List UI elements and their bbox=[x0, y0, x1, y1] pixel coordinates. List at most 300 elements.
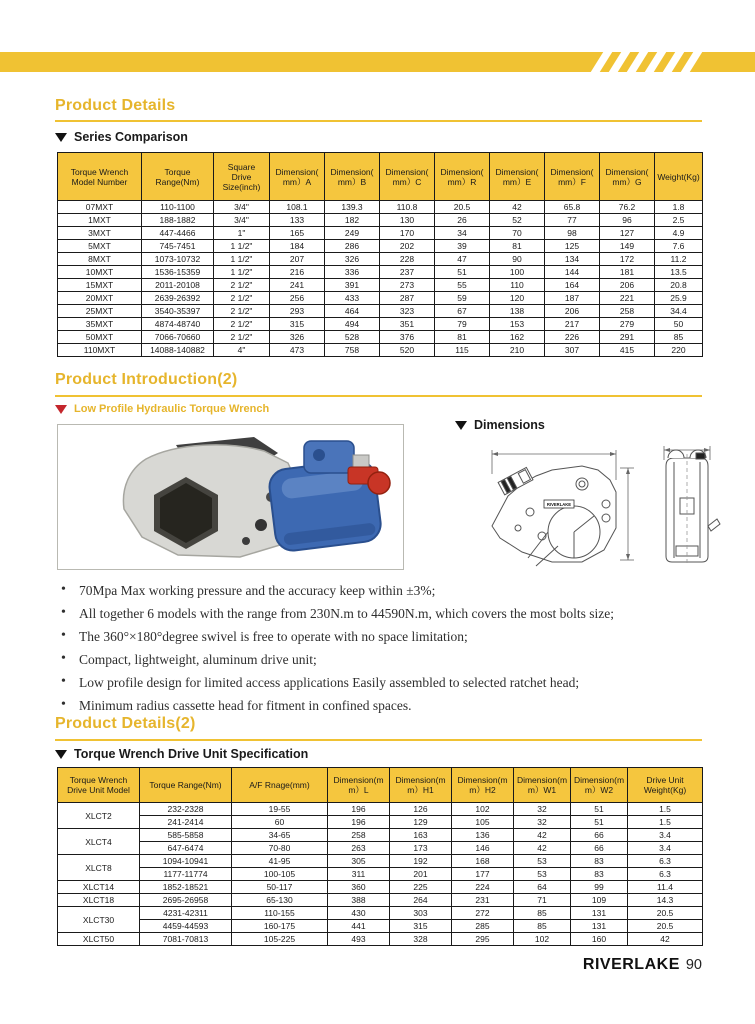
table-header-cell: Torque Wrench Model Number bbox=[58, 153, 142, 201]
table-cell: 415 bbox=[600, 344, 655, 357]
table-cell: 391 bbox=[325, 279, 380, 292]
table-cell: 231 bbox=[452, 894, 514, 907]
table-cell: 120 bbox=[490, 292, 545, 305]
table-cell: 34.4 bbox=[655, 305, 703, 318]
table-cell: 98 bbox=[545, 227, 600, 240]
table-cell: 3540-35397 bbox=[142, 305, 214, 318]
table-cell: 20.5 bbox=[435, 201, 490, 214]
subheading-label: Series Comparison bbox=[74, 130, 188, 144]
table-cell: 272 bbox=[452, 907, 514, 920]
table-cell: 85 bbox=[514, 907, 571, 920]
table-cell: 4231-42311 bbox=[140, 907, 232, 920]
table-cell: 1" bbox=[214, 227, 270, 240]
subheading-series-comparison bbox=[55, 130, 188, 144]
table-cell: 25MXT bbox=[58, 305, 142, 318]
table-cell: 2 1/2" bbox=[214, 305, 270, 318]
table-cell: 35MXT bbox=[58, 318, 142, 331]
table-cell: 42 bbox=[514, 842, 571, 855]
table-header-cell: Dimension( mm）G bbox=[600, 153, 655, 201]
table-row bbox=[58, 933, 703, 946]
table-row bbox=[58, 214, 703, 227]
table-cell: 217 bbox=[545, 318, 600, 331]
table-cell: 226 bbox=[545, 331, 600, 344]
table-cell: 464 bbox=[325, 305, 380, 318]
table-cell: 20.5 bbox=[628, 907, 703, 920]
subheading-drive-unit-spec bbox=[55, 747, 308, 761]
table-cell: 181 bbox=[600, 266, 655, 279]
table-row bbox=[58, 881, 703, 894]
table-cell: 134 bbox=[545, 253, 600, 266]
table-row bbox=[58, 855, 703, 868]
table-cell: 264 bbox=[390, 894, 452, 907]
table-cell: 202 bbox=[380, 240, 435, 253]
table-cell: XLCT50 bbox=[58, 933, 140, 946]
table-header-cell: Torque Range(Nm) bbox=[140, 768, 232, 803]
subheading-dimensions bbox=[455, 418, 545, 432]
table-cell: 14.3 bbox=[628, 894, 703, 907]
table-header-cell: Square Drive Size(inch) bbox=[214, 153, 270, 201]
table-cell: 2639-26392 bbox=[142, 292, 214, 305]
table-cell: 85 bbox=[655, 331, 703, 344]
drive-unit-spec-table bbox=[57, 767, 703, 946]
table-row bbox=[58, 344, 703, 357]
photo-bolt bbox=[255, 519, 267, 531]
table-cell: 144 bbox=[545, 266, 600, 279]
table-cell: 42 bbox=[490, 201, 545, 214]
table-cell: 326 bbox=[270, 331, 325, 344]
table-row bbox=[58, 240, 703, 253]
table-cell: 10MXT bbox=[58, 266, 142, 279]
table-cell: 279 bbox=[600, 318, 655, 331]
table-cell: XLCT18 bbox=[58, 894, 140, 907]
table-cell: 528 bbox=[325, 331, 380, 344]
table-cell: 8MXT bbox=[58, 253, 142, 266]
table-header-cell: Dimension( mm）A bbox=[270, 153, 325, 201]
table-cell: 162 bbox=[490, 331, 545, 344]
section-title-product-details-2: Product Details(2) bbox=[55, 715, 196, 732]
table-cell: 241-2414 bbox=[140, 816, 232, 829]
table-cell: 323 bbox=[380, 305, 435, 318]
table-cell: 1.8 bbox=[655, 201, 703, 214]
table-row bbox=[58, 920, 703, 933]
down-triangle-icon bbox=[55, 133, 67, 142]
table-row bbox=[58, 279, 703, 292]
table-cell: 164 bbox=[545, 279, 600, 292]
table-cell: 39 bbox=[435, 240, 490, 253]
table-row bbox=[58, 253, 703, 266]
table-cell: 173 bbox=[390, 842, 452, 855]
table-header-cell: Dimension( mm）B bbox=[325, 153, 380, 201]
table-cell: 81 bbox=[435, 331, 490, 344]
table-cell: 71 bbox=[514, 894, 571, 907]
table-cell: 51 bbox=[571, 816, 628, 829]
table-cell: 4874-48740 bbox=[142, 318, 214, 331]
table-cell: 19-55 bbox=[232, 803, 328, 816]
table-row bbox=[58, 868, 703, 881]
table-cell: 160-175 bbox=[232, 920, 328, 933]
feature-bullet-item: • Low profile design for limited access applications Easily assembled to selected ratchet head; bbox=[57, 675, 702, 690]
table-cell: XLCT30 bbox=[58, 907, 140, 933]
table-cell: 1094-10941 bbox=[140, 855, 232, 868]
table-row bbox=[58, 829, 703, 842]
subheading-label: Dimensions bbox=[474, 418, 545, 432]
table-cell: 206 bbox=[600, 279, 655, 292]
table-cell: 441 bbox=[328, 920, 390, 933]
table-cell: 42 bbox=[514, 829, 571, 842]
table-cell: 60 bbox=[232, 816, 328, 829]
photo-swivel-block bbox=[304, 441, 354, 473]
table-cell: 85 bbox=[514, 920, 571, 933]
table-cell: 115 bbox=[435, 344, 490, 357]
table-header-cell: Dimension( mm）R bbox=[435, 153, 490, 201]
table-cell: 20.5 bbox=[628, 920, 703, 933]
table-cell: 15MXT bbox=[58, 279, 142, 292]
table-cell: 225 bbox=[390, 881, 452, 894]
table-cell: 105-225 bbox=[232, 933, 328, 946]
table-cell: 196 bbox=[328, 816, 390, 829]
table-cell: 388 bbox=[328, 894, 390, 907]
table-cell: 110 bbox=[490, 279, 545, 292]
table-cell: 520 bbox=[380, 344, 435, 357]
table-cell: 4.9 bbox=[655, 227, 703, 240]
table-cell: 2011-20108 bbox=[142, 279, 214, 292]
table-cell: 83 bbox=[571, 868, 628, 881]
table-cell: 207 bbox=[270, 253, 325, 266]
table-cell: 2.5 bbox=[655, 214, 703, 227]
table-cell: 34-65 bbox=[232, 829, 328, 842]
table-cell: 1 1/2" bbox=[214, 253, 270, 266]
feature-bullet-item: • 70Mpa Max working pressure and the accuracy keep within ±3%; bbox=[57, 583, 702, 598]
table-header-cell: Dimension( mm）F bbox=[545, 153, 600, 201]
table-cell: 79 bbox=[435, 318, 490, 331]
table-cell: 433 bbox=[325, 292, 380, 305]
table-cell: 494 bbox=[325, 318, 380, 331]
table-cell: 430 bbox=[328, 907, 390, 920]
table-cell: 1 1/2" bbox=[214, 266, 270, 279]
table-cell: 273 bbox=[380, 279, 435, 292]
table-cell: 1.5 bbox=[628, 816, 703, 829]
table-cell: 146 bbox=[452, 842, 514, 855]
table-cell: 11.2 bbox=[655, 253, 703, 266]
table-cell: 168 bbox=[452, 855, 514, 868]
table-cell: 216 bbox=[270, 266, 325, 279]
table-cell: 256 bbox=[270, 292, 325, 305]
table-cell: 160 bbox=[571, 933, 628, 946]
table-cell: 249 bbox=[325, 227, 380, 240]
table-cell: 53 bbox=[514, 868, 571, 881]
brand-logo: RIVERLAKE bbox=[582, 956, 680, 973]
top-accent-bar bbox=[0, 52, 755, 72]
table-cell: 473 bbox=[270, 344, 325, 357]
table-cell: 55 bbox=[435, 279, 490, 292]
table-header-cell: A/F Rnage(mm) bbox=[232, 768, 328, 803]
table-cell: 1 1/2" bbox=[214, 240, 270, 253]
table-cell: 83 bbox=[571, 855, 628, 868]
table-row bbox=[58, 803, 703, 816]
table-cell: 110-155 bbox=[232, 907, 328, 920]
table-cell: 303 bbox=[390, 907, 452, 920]
table-row bbox=[58, 227, 703, 240]
table-header-cell: Dimension(m m）L bbox=[328, 768, 390, 803]
table-cell: 210 bbox=[490, 344, 545, 357]
table-cell: 07MXT bbox=[58, 201, 142, 214]
table-cell: XLCT2 bbox=[58, 803, 140, 829]
table-header-cell: Dimension(m m）H1 bbox=[390, 768, 452, 803]
diagonal-stripe-icon bbox=[681, 52, 702, 72]
table-cell: 32 bbox=[514, 816, 571, 829]
table-cell: 291 bbox=[600, 331, 655, 344]
table-header-cell: Dimension(m m）H2 bbox=[452, 768, 514, 803]
table-cell: 110.8 bbox=[380, 201, 435, 214]
table-row bbox=[58, 894, 703, 907]
table-row bbox=[58, 842, 703, 855]
table-cell: 188-1882 bbox=[142, 214, 214, 227]
table-cell: 149 bbox=[600, 240, 655, 253]
section-underline bbox=[55, 739, 702, 741]
table-cell: 2 1/2" bbox=[214, 318, 270, 331]
table-cell: 90 bbox=[490, 253, 545, 266]
table-cell: 77 bbox=[545, 214, 600, 227]
table-row bbox=[58, 318, 703, 331]
table-cell: 70 bbox=[490, 227, 545, 240]
table-cell: 647-6474 bbox=[140, 842, 232, 855]
table-cell: 221 bbox=[600, 292, 655, 305]
table-cell: 447-4466 bbox=[142, 227, 214, 240]
table-cell: 108.1 bbox=[270, 201, 325, 214]
table-cell: 41-95 bbox=[232, 855, 328, 868]
table-cell: 7081-70813 bbox=[140, 933, 232, 946]
table-cell: 196 bbox=[328, 803, 390, 816]
table-header-cell: Dimension( mm）E bbox=[490, 153, 545, 201]
table-cell: 127 bbox=[600, 227, 655, 240]
table-cell: 11.4 bbox=[628, 881, 703, 894]
table-cell: 65.8 bbox=[545, 201, 600, 214]
page-footer bbox=[402, 956, 702, 974]
table-cell: 263 bbox=[328, 842, 390, 855]
table-cell: 184 bbox=[270, 240, 325, 253]
table-cell: 351 bbox=[380, 318, 435, 331]
table-cell: 109 bbox=[571, 894, 628, 907]
table-cell: 293 bbox=[270, 305, 325, 318]
table-cell: 1536-15359 bbox=[142, 266, 214, 279]
table-cell: 4" bbox=[214, 344, 270, 357]
table-cell: 34 bbox=[435, 227, 490, 240]
table-cell: 131 bbox=[571, 907, 628, 920]
table-cell: 201 bbox=[390, 868, 452, 881]
subheading-label: Low Profile Hydraulic Torque Wrench bbox=[74, 403, 270, 415]
table-cell: 70-80 bbox=[232, 842, 328, 855]
feature-bullet-item: • Compact, lightweight, aluminum drive unit; bbox=[57, 652, 702, 667]
section-underline bbox=[55, 395, 702, 397]
table-cell: 4459-44593 bbox=[140, 920, 232, 933]
table-cell: 287 bbox=[380, 292, 435, 305]
table-cell: 1MXT bbox=[58, 214, 142, 227]
table-cell: 102 bbox=[514, 933, 571, 946]
table-cell: 26 bbox=[435, 214, 490, 227]
section-title-product-introduction: Product Introduction(2) bbox=[55, 371, 238, 388]
feature-bullet-item: • All together 6 models with the range from 230N.m to 44590N.m, which covers the most bolts size; bbox=[57, 606, 702, 621]
table-cell: 7066-70660 bbox=[142, 331, 214, 344]
table-cell: 66 bbox=[571, 842, 628, 855]
table-cell: 64 bbox=[514, 881, 571, 894]
table-cell: 172 bbox=[600, 253, 655, 266]
table-cell: 2695-26958 bbox=[140, 894, 232, 907]
table-cell: XLCT14 bbox=[58, 881, 140, 894]
table-cell: 153 bbox=[490, 318, 545, 331]
table-cell: XLCT4 bbox=[58, 829, 140, 855]
table-cell: 6.3 bbox=[628, 855, 703, 868]
table-cell: 241 bbox=[270, 279, 325, 292]
down-triangle-icon bbox=[455, 421, 467, 430]
section-title-product-details: Product Details bbox=[55, 97, 176, 114]
table-cell: 285 bbox=[452, 920, 514, 933]
product-photo bbox=[58, 425, 403, 569]
table-row bbox=[58, 201, 703, 214]
table-cell: 220 bbox=[655, 344, 703, 357]
table-cell: 228 bbox=[380, 253, 435, 266]
table-cell: 105 bbox=[452, 816, 514, 829]
table-cell: 1.5 bbox=[628, 803, 703, 816]
table-cell: 328 bbox=[390, 933, 452, 946]
table-cell: 102 bbox=[452, 803, 514, 816]
table-row bbox=[58, 907, 703, 920]
table-cell: 3/4" bbox=[214, 214, 270, 227]
table-header-cell: Dimension(m m）W1 bbox=[514, 768, 571, 803]
table-cell: 50MXT bbox=[58, 331, 142, 344]
table-cell: 311 bbox=[328, 868, 390, 881]
table-cell: 100-105 bbox=[232, 868, 328, 881]
table-row bbox=[58, 292, 703, 305]
table-cell: 177 bbox=[452, 868, 514, 881]
drawing-brand-label: RIVERLAKE bbox=[546, 502, 572, 507]
table-cell: 110MXT bbox=[58, 344, 142, 357]
table-cell: 493 bbox=[328, 933, 390, 946]
table-cell: 76.2 bbox=[600, 201, 655, 214]
table-cell: 100 bbox=[490, 266, 545, 279]
table-cell: 20.8 bbox=[655, 279, 703, 292]
table-cell: 7.6 bbox=[655, 240, 703, 253]
table-cell: 286 bbox=[325, 240, 380, 253]
table-cell: 52 bbox=[490, 214, 545, 227]
table-cell: 237 bbox=[380, 266, 435, 279]
table-cell: 110-1100 bbox=[142, 201, 214, 214]
table-cell: 131 bbox=[571, 920, 628, 933]
table-cell: 585-5858 bbox=[140, 829, 232, 842]
table-cell: 326 bbox=[325, 253, 380, 266]
table-cell: 42 bbox=[628, 933, 703, 946]
table-cell: 66 bbox=[571, 829, 628, 842]
table-cell: 3/4" bbox=[214, 201, 270, 214]
table-header-cell: Torque Wrench Drive Unit Model bbox=[58, 768, 140, 803]
table-cell: 133 bbox=[270, 214, 325, 227]
subheading-low-profile-wrench bbox=[55, 403, 269, 415]
table-cell: 2 1/2" bbox=[214, 331, 270, 344]
table-cell: 130 bbox=[380, 214, 435, 227]
table-cell: 187 bbox=[545, 292, 600, 305]
table-cell: 67 bbox=[435, 305, 490, 318]
table-header-cell: Torque Range(Nm) bbox=[142, 153, 214, 201]
table-cell: 315 bbox=[390, 920, 452, 933]
table-cell: 99 bbox=[571, 881, 628, 894]
table-cell: 307 bbox=[545, 344, 600, 357]
table-cell: 14088-140882 bbox=[142, 344, 214, 357]
table-row bbox=[58, 816, 703, 829]
table-cell: 47 bbox=[435, 253, 490, 266]
table-cell: 138 bbox=[490, 305, 545, 318]
table-cell: 32 bbox=[514, 803, 571, 816]
table-cell: 139.3 bbox=[325, 201, 380, 214]
table-row bbox=[58, 331, 703, 344]
table-cell: 51 bbox=[435, 266, 490, 279]
table-cell: 206 bbox=[545, 305, 600, 318]
table-cell: 376 bbox=[380, 331, 435, 344]
table-cell: 50 bbox=[655, 318, 703, 331]
table-cell: XLCT8 bbox=[58, 855, 140, 881]
table-cell: 258 bbox=[328, 829, 390, 842]
table-cell: 258 bbox=[600, 305, 655, 318]
table-cell: 1177-11774 bbox=[140, 868, 232, 881]
down-triangle-icon bbox=[55, 750, 67, 759]
table-cell: 3MXT bbox=[58, 227, 142, 240]
table-cell: 170 bbox=[380, 227, 435, 240]
table-header-row bbox=[58, 768, 703, 803]
table-cell: 360 bbox=[328, 881, 390, 894]
feature-list bbox=[57, 583, 702, 721]
photo-red-coupler-cap bbox=[368, 472, 390, 494]
series-comparison-table bbox=[57, 152, 703, 357]
table-cell: 25.9 bbox=[655, 292, 703, 305]
table-cell: 232-2328 bbox=[140, 803, 232, 816]
table-cell: 224 bbox=[452, 881, 514, 894]
section-underline bbox=[55, 120, 702, 122]
table-cell: 2 1/2" bbox=[214, 279, 270, 292]
table-cell: 336 bbox=[325, 266, 380, 279]
table-cell: 129 bbox=[390, 816, 452, 829]
table-header-cell: Dimension(m m）W2 bbox=[571, 768, 628, 803]
table-cell: 96 bbox=[600, 214, 655, 227]
table-cell: 3.4 bbox=[628, 842, 703, 855]
dimension-drawing-side-view bbox=[478, 440, 646, 578]
page-number: 90 bbox=[685, 957, 702, 973]
table-cell: 315 bbox=[270, 318, 325, 331]
table-cell: 51 bbox=[571, 803, 628, 816]
table-cell: 5MXT bbox=[58, 240, 142, 253]
table-cell: 1852-18521 bbox=[140, 881, 232, 894]
dimension-drawing-end-view bbox=[652, 440, 722, 578]
table-cell: 6.3 bbox=[628, 868, 703, 881]
table-cell: 295 bbox=[452, 933, 514, 946]
table-header-cell: Dimension( mm）C bbox=[380, 153, 435, 201]
table-cell: 163 bbox=[390, 829, 452, 842]
product-photo-frame bbox=[57, 424, 404, 570]
subheading-label: Torque Wrench Drive Unit Specification bbox=[74, 747, 309, 761]
table-cell: 745-7451 bbox=[142, 240, 214, 253]
table-cell: 13.5 bbox=[655, 266, 703, 279]
feature-bullet-item: • The 360°×180°degree swivel is free to operate with no space limitation; bbox=[57, 629, 702, 644]
table-cell: 182 bbox=[325, 214, 380, 227]
feature-bullet-item: • Minimum radius cassette head for fitment in confined spaces. bbox=[57, 698, 702, 713]
table-cell: 50-117 bbox=[232, 881, 328, 894]
table-cell: 305 bbox=[328, 855, 390, 868]
table-header-row bbox=[58, 153, 703, 201]
table-cell: 65-130 bbox=[232, 894, 328, 907]
table-cell: 20MXT bbox=[58, 292, 142, 305]
table-cell: 165 bbox=[270, 227, 325, 240]
table-cell: 126 bbox=[390, 803, 452, 816]
red-down-triangle-icon bbox=[55, 405, 67, 414]
table-cell: 81 bbox=[490, 240, 545, 253]
table-cell: 1073-10732 bbox=[142, 253, 214, 266]
